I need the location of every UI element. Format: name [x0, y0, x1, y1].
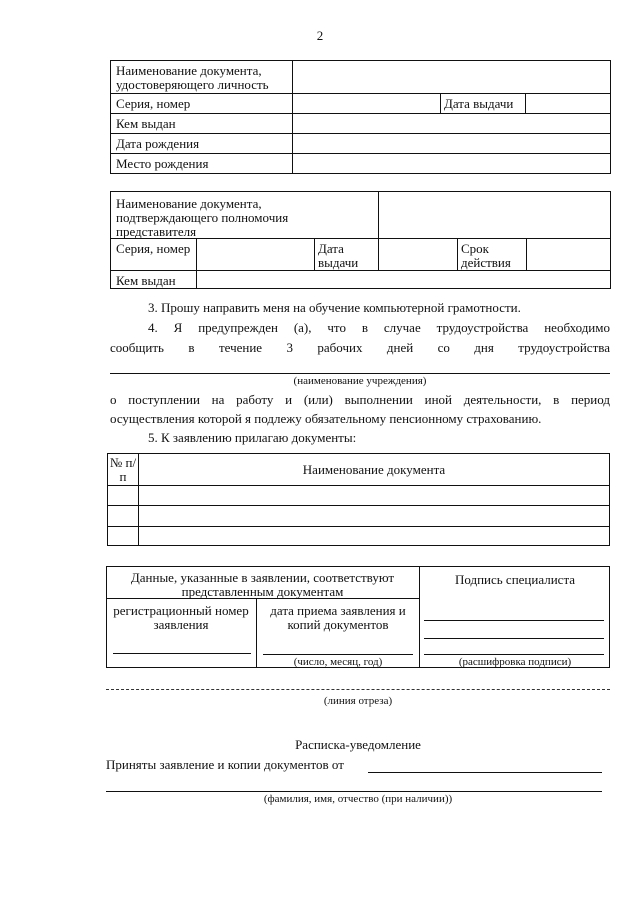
identity-doc-name-label: Наименование документа, удостоверяющего личность: [116, 63, 269, 92]
applicant-fullname-line: [106, 791, 602, 792]
receipt-title: Расписка-уведомление: [295, 737, 421, 752]
identity-issue-date-label: Дата выдачи: [444, 96, 514, 111]
authority-issue-date-label: Дата выдачи: [318, 241, 359, 270]
signature-line: [424, 620, 604, 621]
paragraph-4-line-3: о поступлении на работу и (или) выполнении иной деятельности, в период: [110, 392, 610, 407]
signature-caption: (расшифровка подписи): [458, 656, 572, 668]
attachments-num-header: № п/п: [109, 455, 137, 484]
signature-transcript-line: [424, 654, 604, 655]
receipt-date-line: [263, 654, 413, 655]
institution-line: [110, 373, 610, 374]
paragraph-4-line-4: осуществления которой я подлежу обязательному пенсионному страхованию.: [110, 411, 542, 426]
receipt-received-text: Приняты заявление и копии документов от: [106, 757, 344, 772]
identity-birth-place-label: Место рождения: [116, 156, 209, 171]
attachments-name-header: Наименование документа: [302, 462, 446, 477]
date-caption: (число, месяц, год): [293, 656, 383, 668]
reg-number-line: [113, 653, 251, 654]
identity-issued-by-label: Кем выдан: [116, 116, 176, 131]
specialist-signature-header: Подпись специалиста: [454, 572, 576, 587]
authority-doc-name-label: Наименование документа, подтверждающего полномочия представителя: [116, 196, 289, 239]
data-match-text: Данные, указанные в заявлении, соответствуют представленным документам: [130, 570, 395, 599]
identity-series-label: Серия, номер: [116, 96, 191, 111]
receipt-name-caption: (фамилия, имя, отчество (при наличии)): [263, 793, 453, 805]
authority-series-label: Серия, номер: [116, 241, 191, 256]
receipt-date-label: дата приема заявления и копий документов: [270, 603, 406, 632]
paragraph-3: 3. Прошу направить меня на обучение компьютерной грамотности.: [148, 300, 521, 315]
institution-caption: (наименование учреждения): [293, 375, 427, 387]
page-number: 2: [316, 28, 324, 43]
paragraph-4-line-2: сообщить в течение 3 рабочих дней со дня трудоустройства: [110, 340, 610, 355]
identity-birth-date-label: Дата рождения: [116, 136, 200, 151]
cut-line: [106, 689, 610, 690]
applicant-name-line: [368, 772, 602, 773]
paragraph-5: 5. К заявлению прилагаю документы:: [148, 430, 357, 445]
authority-validity-label: Срок действия: [461, 241, 511, 270]
paragraph-4-line-1: 4. Я предупрежден (а), что в случае трудоустройства необходимо: [148, 320, 610, 335]
authority-issued-by-label: Кем выдан: [116, 273, 176, 288]
signature-line-2: [424, 638, 604, 639]
cut-line-caption: (линия отреза): [323, 695, 393, 707]
reg-number-label: регистрационный номер заявления: [113, 603, 249, 632]
